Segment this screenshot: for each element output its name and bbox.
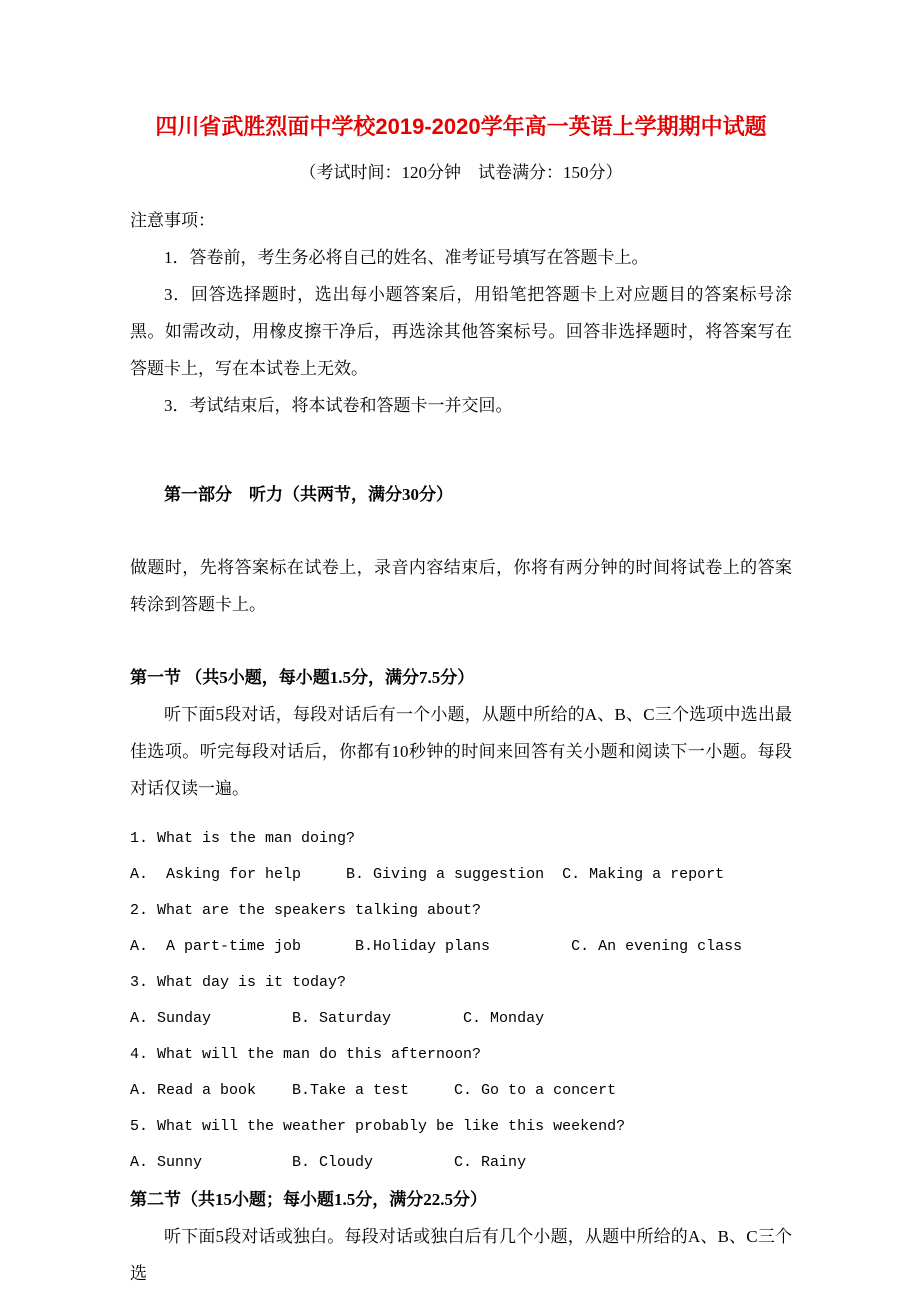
question-options: A. Sunday B. Saturday C. Monday xyxy=(130,1010,545,1027)
notice-item-3: 3．考试结束后，将本试卷和答题卡一并交回。 xyxy=(164,396,513,415)
exam-subtitle: （考试时间：120分钟 试卷满分：150分） xyxy=(299,163,623,182)
part1-intro: 做题时，先将答案标在试卷上，录音内容结束后，你将有两分钟的时间将试卷上的答案转涂到答题卡上。 xyxy=(130,558,792,614)
exam-title: 四川省武胜烈面中学校2019-2020学年高一英语上学期期中试题 xyxy=(155,114,767,139)
question-options: A. A part-time job B.Holiday plans C. An evening class xyxy=(130,938,743,955)
question-line: 4. What will the man do this afternoon? xyxy=(130,1046,482,1063)
section2-intro: 听下面5段对话或独白。每段对话或独白后有几个小题，从题中所给的A、B、C三个选 xyxy=(130,1227,792,1283)
question-line: 5. What will the weather probably be like this weekend? xyxy=(130,1118,626,1135)
question-line: 3. What day is it today? xyxy=(130,974,347,991)
section2-heading: 第二节（共15小题；每小题1.5分，满分22.5分） xyxy=(130,1190,487,1209)
question-options: A. Read a book B.Take a test C. Go to a concert xyxy=(130,1082,617,1099)
part1-heading: 第一部分 听力（共两节，满分30分） xyxy=(164,485,453,504)
section1-heading: 第一节 （共5小题，每小题1.5分，满分7.5分） xyxy=(130,668,475,687)
question-options: A. Sunny B. Cloudy C. Rainy xyxy=(130,1154,527,1171)
document-content xyxy=(130,112,792,1292)
question-line: 1. What is the man doing? xyxy=(130,830,356,847)
notice-heading: 注意事项： xyxy=(130,211,215,230)
listening-questions xyxy=(130,821,792,1181)
notice-item-1: 1．答卷前，考生务必将自己的姓名、准考证号填写在答题卡上。 xyxy=(164,248,649,267)
section1-intro: 听下面5段对话，每段对话后有一个小题，从题中所给的A、B、C三个选项中选出最佳选项。听完每段对话后，你都有10秒钟的时间来回答有关小题和阅读下一小题。每段对话仅读一遍。 xyxy=(130,705,792,798)
question-line: 2. What are the speakers talking about? xyxy=(130,902,482,919)
question-options: A. Asking for help B. Giving a suggestion C. Making a report xyxy=(130,866,725,883)
notice-item-2: 3．回答选择题时，选出每小题答案后，用铅笔把答题卡上对应题目的答案标号涂黑。如需改动，用橡皮擦干净后，再选涂其他答案标号。回答非选择题时，将答案写在答题卡上，写在本试卷上无效。 xyxy=(130,285,792,378)
